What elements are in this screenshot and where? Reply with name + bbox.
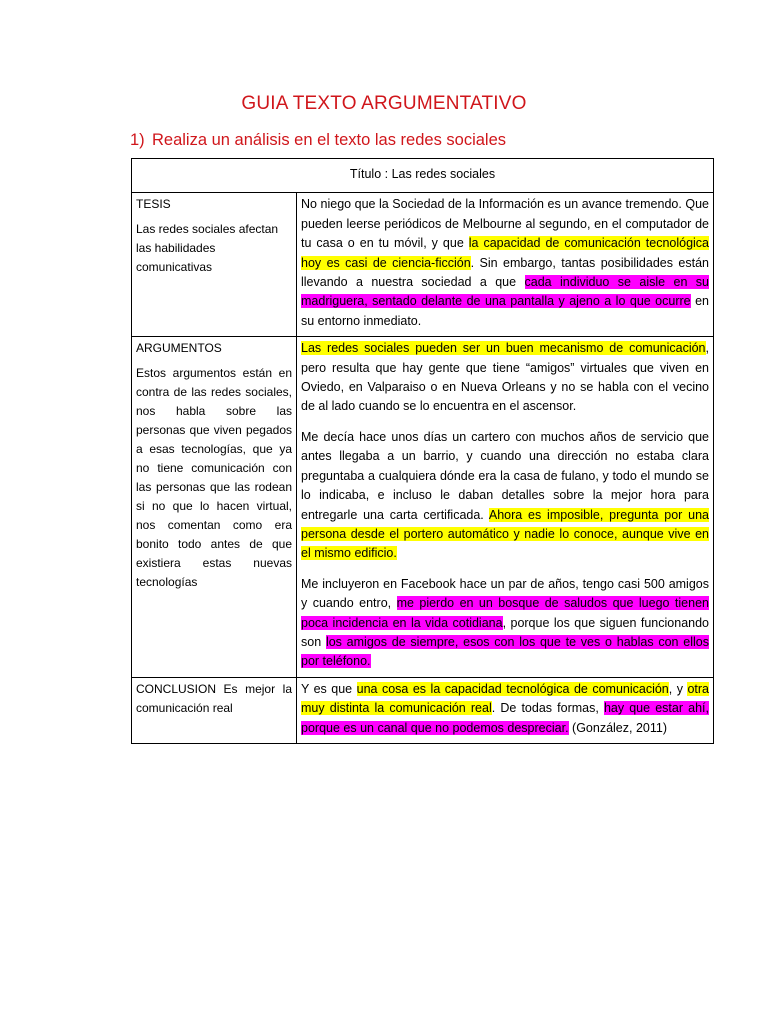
conclusion-cell xyxy=(132,677,297,743)
text-run: , pero resulta que hay gente que tiene “amigos” virtuales que viven en Oviedo, en Valparaiso o en Nueva Orleans y no se habla con el vecino de al lado cuando se lo encuentra en el ascensor. xyxy=(301,341,709,414)
highlight-yellow: una cosa es la capacidad tecnológica de comunicación xyxy=(356,681,669,696)
tesis-cell xyxy=(132,193,297,337)
highlight-magenta: cada individuo se aisle en su madriguera, sentado delante de una pantalla y ajeno a lo que ocurre xyxy=(301,275,710,309)
tesis-label: TESIS xyxy=(136,197,171,212)
conclusion-text-cell xyxy=(297,677,714,743)
text-run: en su entorno inmediato. xyxy=(301,294,709,328)
table-row xyxy=(132,337,714,678)
task-text: Realiza un análisis en el texto las redes sociales xyxy=(152,131,507,149)
text-run: No niego que la Sociedad de la Información es un avance tremendo. Que pueden leerse periódicos de Melbourne al segundo, en el computador de tu casa o en tu móvil, y que xyxy=(301,197,709,251)
conclusion-paragraph xyxy=(301,680,709,738)
text-run: Me decía hace unos días un cartero con muchos años de servicio que antes llegaba a un barrio, y cuando una dirección no estaba clara preguntaba a cualquiera dónde era la casa de fulano, y todo el mundo se lo indicaba, e incluso le daban detalles sobre la mejor hora para entregarle una carta certificada. xyxy=(301,429,709,522)
table-title: Título : Las redes sociales xyxy=(132,159,714,193)
conclusion-label: CONCLUSION Es mejor la comunicación real xyxy=(136,681,292,715)
table-row xyxy=(132,677,714,743)
argumentos-cell xyxy=(132,337,297,678)
page-title: GUIA TEXTO ARGUMENTATIVO xyxy=(241,93,527,114)
highlight-yellow: la capacidad de comunicación tecnológica hoy es casi de ciencia-ficción xyxy=(301,236,710,270)
argument-paragraph xyxy=(301,339,709,417)
text-run: . De todas formas, xyxy=(491,701,604,716)
text-run: , porque los que siguen funcionando son xyxy=(301,615,709,649)
highlight-magenta: los amigos de siempre, esos con los que te ves o hablas con ellos por teléfono. xyxy=(301,634,709,669)
argumentos-summary: Estos argumentos están en contra de las redes sociales, nos habla sobre las personas que viven pegados a esas tecnologías, que ya no tiene comunicación con las personas que las rodean si no que lo hacen virtual, nos comentan como era bonito todo antes de que existiera estas nuevas tecnologías xyxy=(136,366,292,590)
highlight-magenta: hay que estar ahí, porque es un canal que no podemos despreciar. xyxy=(301,701,709,735)
highlight-yellow: Las redes sociales pueden ser un buen mecanismo de comunicación xyxy=(301,341,706,356)
highlight-magenta: me pierdo en un bosque de saludos que luego tienen poca incidencia en la vida cotidiana xyxy=(301,596,709,630)
argument-paragraph xyxy=(301,575,709,672)
table-row xyxy=(132,193,714,337)
text-run: (González, 2011) xyxy=(568,720,667,735)
argument-paragraph xyxy=(301,428,709,564)
highlight-yellow: Ahora es imposible, pregunta por una persona desde el portero automático y nadie lo conoce, aunque vive en el mismo edificio. xyxy=(301,507,709,561)
analysis-table xyxy=(131,158,714,744)
text-run: Me incluyeron en Facebook hace un par de años, tengo casi 500 amigos y cuando entro, xyxy=(301,576,709,611)
highlight-yellow: otra muy distinta la comunicación real xyxy=(301,681,710,716)
task-heading xyxy=(130,131,506,150)
argumentos-label: ARGUMENTOS xyxy=(136,341,222,356)
task-number: 1) xyxy=(130,131,145,149)
argumentos-text-cell xyxy=(297,337,714,678)
tesis-paragraph xyxy=(301,195,709,331)
tesis-text-cell xyxy=(297,193,714,337)
text-run: Y es que xyxy=(301,681,357,696)
table-title-row xyxy=(132,159,714,193)
tesis-summary: Las redes sociales afectan las habilidades comunicativas xyxy=(136,222,279,275)
text-run: . Sin embargo, tantas posibilidades están llevando a nuestra sociedad a que xyxy=(301,255,709,290)
text-run: , y xyxy=(668,681,688,696)
